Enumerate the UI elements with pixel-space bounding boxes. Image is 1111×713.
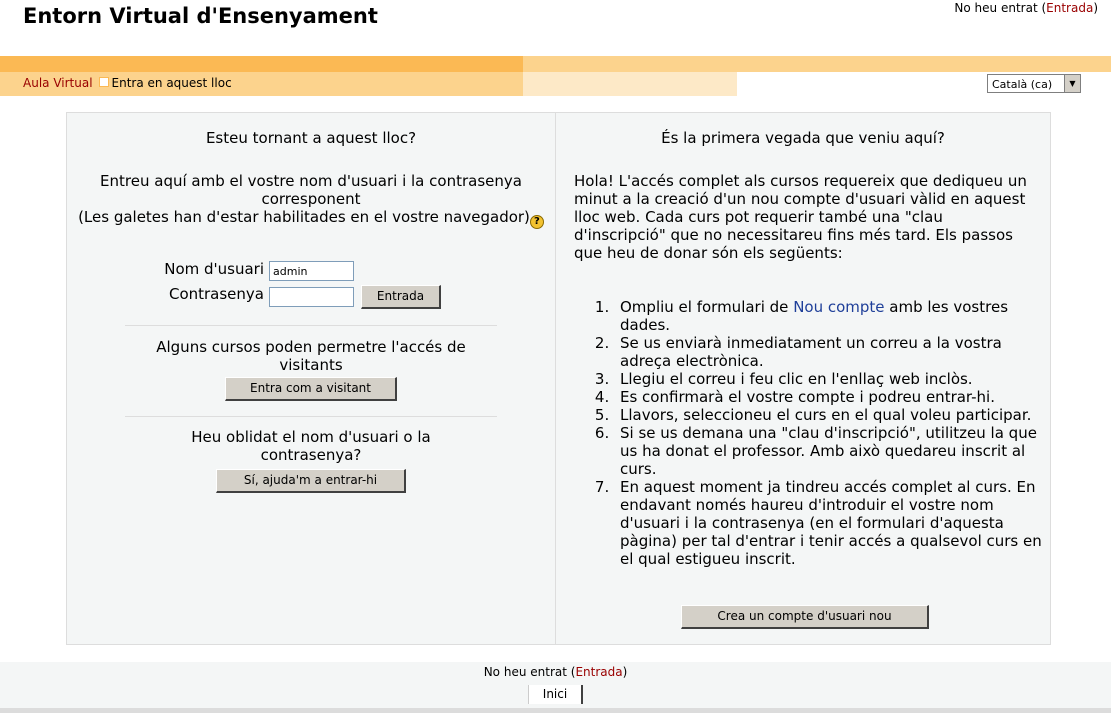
footer-login-link[interactable]: Entrada (575, 665, 623, 679)
divider (125, 325, 497, 326)
login-button[interactable]: Entrada (361, 285, 441, 309)
username-label: Nom d'usuari (164, 260, 264, 278)
login-status-text: No heu entrat (954, 1, 1038, 15)
login-info: No heu entrat (Entrada) (954, 1, 1098, 15)
signup-heading: És la primera vegada que veniu aquí? (661, 129, 945, 147)
login-panel (67, 113, 556, 644)
forgot-password-button[interactable]: Sí, ajuda'm a entrar-hi (216, 469, 406, 493)
forgot-text: Heu oblidat el nom d'usuari o la contrasenya? (191, 428, 431, 464)
list-item: 6. Si se us demana una "clau d'inscripció", utilitzeu la que us ha donat el professor. Amb això quedareu inscrit al curs. (614, 424, 1044, 478)
list-item: 5. Llavors, seleccioneu el curs en el qual voleu participar. (614, 406, 1044, 424)
footer-login-status: No heu entrat (483, 665, 567, 679)
cookies-note: (Les galetes han d'estar habilitades en el vostre navegador) (78, 208, 530, 226)
navbar-stripe (523, 56, 1111, 72)
password-label: Contrasenya (168, 285, 264, 303)
login-intro-text: Entreu aquí amb el vostre nom d'usuari i la contrasenya corresponent (100, 172, 522, 208)
language-select-value: Català (ca) (992, 78, 1053, 91)
create-account-button[interactable]: Crea un compte d'usuari nou (681, 605, 929, 629)
step1-post: amb les vostres dades. (620, 298, 1009, 334)
home-button[interactable]: Inici (528, 685, 583, 704)
list-item: 2. Se us enviarà inmediatament un correu a la vostra adreça electrònica. (614, 334, 1044, 370)
new-account-link[interactable]: Nou compte (793, 298, 885, 316)
language-select[interactable] (987, 74, 1081, 93)
site-title: Entorn Virtual d'Ensenyament (23, 4, 378, 28)
help-icon[interactable]: ? (530, 215, 544, 229)
breadcrumb-separator-icon (99, 77, 109, 87)
login-link[interactable]: Entrada (1046, 1, 1094, 15)
signup-steps (574, 298, 1044, 568)
login-box (66, 112, 1051, 645)
footer-login-info: No heu entrat (Entrada) (483, 665, 628, 679)
password-input[interactable] (269, 287, 354, 307)
username-input[interactable] (269, 261, 354, 281)
signup-intro: Hola! L'accés complet als cursos requereix que dediqueu un minut a la creació d'un nou compte d'usuari vàlid en aquest lloc web. Cada curs pot requerir també una "clau d'inscripció" que no necessitareu fins més tard. Els passos que heu de donar són els següents: (574, 172, 1027, 262)
chevron-down-icon[interactable]: ▼ (1064, 75, 1080, 92)
breadcrumb (23, 76, 232, 90)
guest-text: Alguns cursos poden permetre l'accés de visitants (156, 338, 466, 374)
divider (125, 416, 497, 417)
guest-login-button[interactable]: Entra com a visitant (225, 377, 397, 401)
list-item: 4. Es confirmarà el vostre compte i podreu entrar-hi. (614, 388, 1044, 406)
login-intro (75, 172, 547, 229)
list-item: 7. En aquest moment ja tindreu accés complet al curs. En endavant només haureu d'introduir el vostre nom d'usuari i la contrasenya (en el formulari d'aquesta pàgina) per tal d'entrar i tenir accés a qualsevol curs en el qual estigueu inscrit. (614, 478, 1044, 568)
bottom-divider (0, 708, 1111, 713)
breadcrumb-current: Entra en aquest lloc (111, 76, 232, 90)
signup-panel (556, 113, 1050, 644)
list-item: 3. Llegiu el correu i feu clic en l'enllaç web inclòs. (614, 370, 1044, 388)
login-heading: Esteu tornant a aquest lloc? (205, 129, 417, 147)
navbar-stripe (523, 72, 737, 96)
list-item (614, 298, 1044, 334)
breadcrumb-home-link[interactable]: Aula Virtual (23, 76, 93, 90)
navbar-stripe (0, 56, 523, 72)
step1-pre: Ompliu el formulari de (620, 298, 794, 316)
